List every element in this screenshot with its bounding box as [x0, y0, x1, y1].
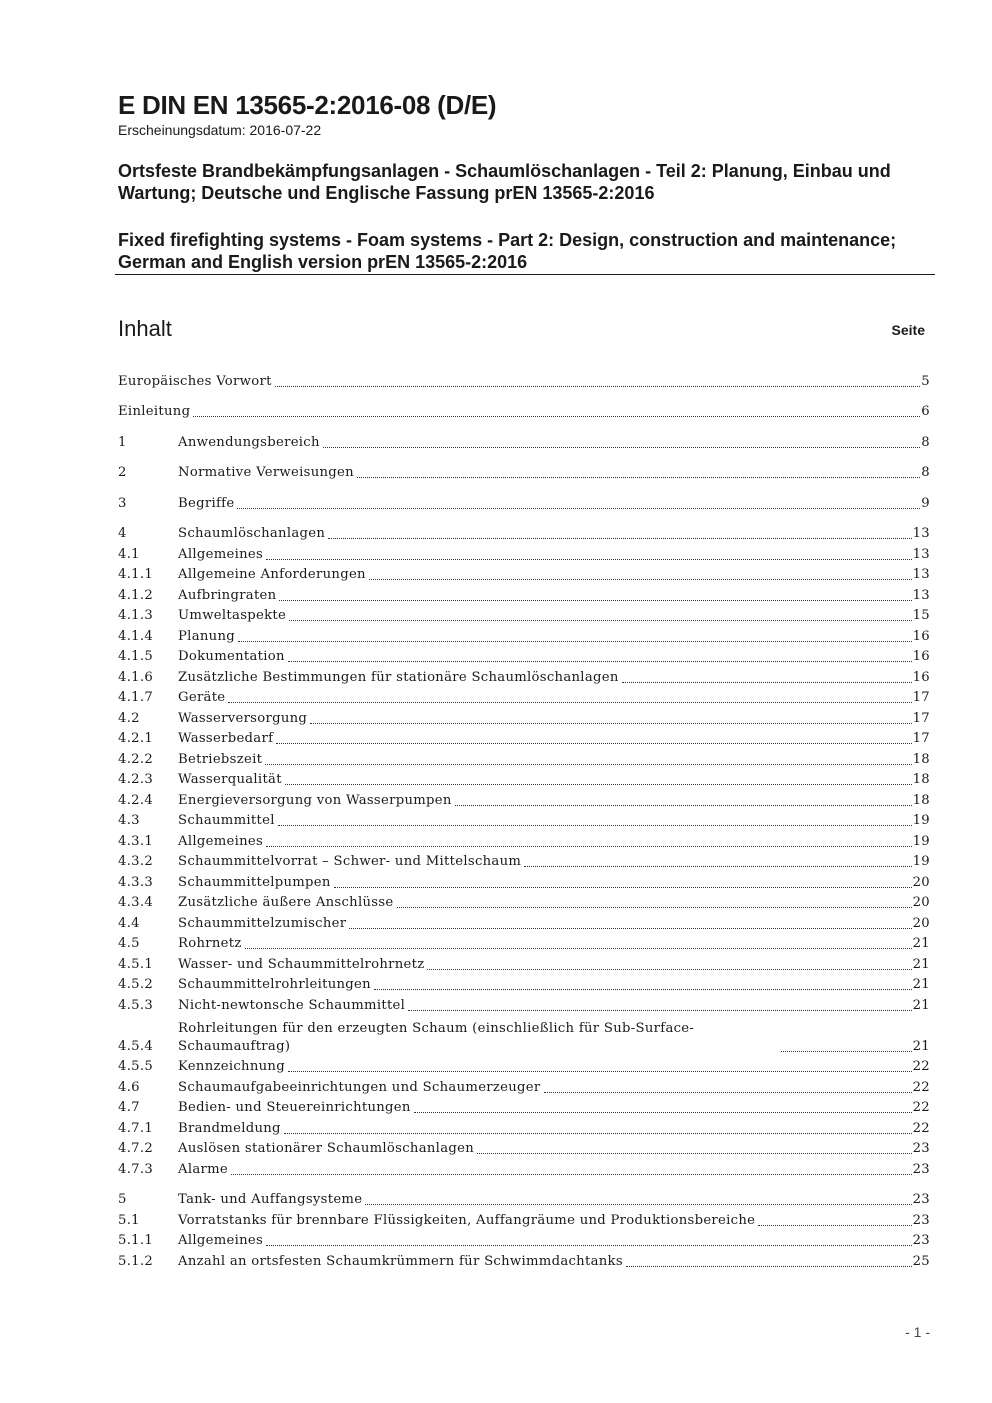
toc-entry-page: 22 — [912, 1100, 930, 1115]
toc-entry-label: Allgemeines — [178, 833, 264, 849]
toc-dot-leader — [334, 887, 912, 888]
toc-entry-page: 23 — [912, 1233, 930, 1248]
toc-dot-leader — [477, 1153, 912, 1154]
toc-entry-number: 4.1.7 — [118, 690, 154, 705]
toc-entry-number: 4.3.3 — [118, 874, 154, 890]
toc-entry-page: 21 — [912, 956, 930, 972]
toc-entry-label: Schaumaufgabeeinrichtungen und Schaumerzeuger — [178, 1079, 541, 1095]
toc-entry-page: 19 — [912, 813, 930, 828]
toc-entry-label-group — [178, 956, 913, 974]
toc-entry-number: 4.5.1 — [118, 956, 154, 972]
toc-entry-label: Schaummittelpumpen — [178, 874, 331, 890]
toc-entry-number: 4.6 — [118, 1079, 140, 1095]
toc-entry-label: Nicht-newtonsche Schaummittel — [178, 997, 406, 1013]
toc-entry-label-group — [178, 771, 913, 789]
toc-entry-page: 18 — [912, 751, 930, 767]
toc-dot-leader — [279, 600, 911, 601]
toc-entry-page: 5 — [921, 373, 930, 389]
toc-entry-label-group — [178, 710, 913, 728]
toc-entry-label: Brandmeldung — [178, 1120, 281, 1136]
toc-dot-leader — [278, 825, 912, 826]
toc-entry-label: Einleitung — [118, 404, 191, 419]
toc-entry[interactable] — [118, 564, 930, 585]
toc-entry-number: 4 — [118, 526, 127, 541]
toc-entry[interactable] — [118, 851, 930, 872]
toc-entry[interactable] — [118, 974, 930, 995]
toc-entry-number: 4.1.6 — [118, 669, 154, 685]
toc-entry-number: 3 — [118, 495, 127, 511]
toc-entry-label: Wasserversorgung — [178, 710, 308, 726]
toc-entry-number: 4.1.3 — [118, 608, 154, 623]
toc-dot-leader — [266, 1245, 912, 1246]
toc-entry-page: 16 — [912, 628, 930, 644]
toc-entry-number: 4.5 — [118, 936, 140, 951]
toc-entry-page: 21 — [912, 997, 930, 1013]
toc-entry-label-group — [178, 607, 913, 625]
toc-entry-number: 4.1.5 — [118, 649, 154, 664]
toc-dot-leader — [758, 1225, 911, 1226]
toc-dot-leader — [228, 702, 911, 703]
toc-entry[interactable] — [118, 769, 930, 790]
toc-entry-page: 13 — [912, 587, 930, 603]
toc-entry-number: 4.2 — [118, 710, 140, 726]
toc-dot-leader — [310, 723, 911, 724]
toc-entry-page: 9 — [921, 495, 930, 511]
toc-entry-label: Geräte — [178, 690, 226, 705]
toc-entry-label: Schaummittel — [178, 813, 275, 828]
toc-entry-label-group — [178, 935, 913, 953]
toc-entry-number: 4.5.3 — [118, 997, 154, 1013]
toc-entry-page: 22 — [912, 1079, 930, 1095]
toc-entry-label: Normative Verweisungen — [178, 465, 354, 480]
toc-entry-page: 8 — [921, 465, 930, 480]
toc-dot-leader — [288, 1071, 912, 1072]
toc-dot-leader — [408, 1010, 911, 1011]
toc-entry-page: 17 — [912, 710, 930, 726]
toc-entry-label-group — [178, 976, 913, 994]
toc-entry[interactable] — [118, 1056, 930, 1077]
toc-entry-label: Europäisches Vorwort — [118, 373, 272, 389]
toc-entry-label-group — [178, 464, 921, 482]
toc-entry-label-group — [178, 648, 913, 666]
toc-entry-label: Schaumlöschanlagen — [178, 526, 326, 541]
toc-entry-page: 15 — [912, 608, 930, 623]
toc-entry-label: Umweltaspekte — [178, 608, 287, 623]
toc-entry-label-group — [178, 1020, 913, 1056]
toc-dot-leader — [237, 508, 920, 509]
toc-entry-label: Tank- und Auffangsysteme — [178, 1192, 363, 1207]
toc-entry-label: Bedien- und Steuereinrichtungen — [178, 1100, 411, 1115]
toc-dot-leader — [414, 1112, 912, 1113]
toc-entry[interactable] — [118, 605, 930, 626]
toc-entry-label: Auslösen stationärer Schaumlöschanlagen — [178, 1141, 474, 1156]
toc-entry-number: 5.1.2 — [118, 1253, 154, 1269]
toc-entry-number: 1 — [118, 434, 127, 450]
toc-entry-number: 4.1.4 — [118, 628, 154, 644]
toc-entry-label-group — [178, 915, 913, 933]
toc-entry-label-group — [178, 874, 913, 892]
toc-entry[interactable] — [118, 1158, 930, 1179]
toc-entry-label: Rohrnetz — [178, 936, 242, 951]
toc-entry-label: Zusätzliche äußere Anschlüsse — [178, 895, 394, 910]
subtitle-german: Ortsfeste Brandbekämpfungsanlagen - Schaumlöschanlagen - Teil 2: Planung, Einbau und Wartung; Deutsche und Englische Fassung prEN 13565-2:2016 — [118, 161, 891, 203]
toc-dot-leader — [266, 559, 912, 560]
toc-dot-leader — [231, 1174, 912, 1175]
table-of-contents — [118, 370, 930, 1271]
toc-entry-label: Begriffe — [178, 495, 235, 511]
toc-entry-label-group — [178, 1079, 913, 1097]
toc-entry-label-group — [178, 1099, 913, 1117]
toc-dot-leader — [369, 579, 912, 580]
toc-dot-leader — [275, 386, 921, 387]
toc-entry-page: 21 — [912, 977, 930, 992]
toc-dot-leader — [245, 948, 912, 949]
toc-entry-label: Allgemeine Anforderungen — [178, 567, 366, 582]
toc-dot-leader — [622, 682, 912, 683]
toc-entry-label-group — [118, 403, 921, 421]
toc-entry-page: 20 — [912, 915, 930, 931]
toc-entry[interactable] — [118, 953, 930, 974]
toc-entry-label-group — [178, 1140, 913, 1158]
toc-dot-leader — [238, 641, 912, 642]
toc-heading: Inhalt — [118, 316, 172, 341]
toc-entry-page: 21 — [912, 1038, 930, 1054]
toc-entry[interactable] — [118, 748, 930, 769]
toc-entry-label: Wasser- und Schaummittelrohrnetz — [178, 956, 425, 972]
toc-entry-label-group — [178, 546, 913, 564]
toc-entry[interactable] — [118, 810, 930, 831]
toc-entry[interactable] — [118, 1189, 930, 1210]
toc-entry[interactable] — [118, 1097, 930, 1118]
toc-entry-number: 4.1 — [118, 546, 140, 562]
toc-entry-number: 4.2.1 — [118, 731, 154, 746]
toc-entry[interactable] — [118, 871, 930, 892]
toc-entry[interactable] — [118, 543, 930, 564]
toc-entry[interactable] — [118, 431, 930, 452]
toc-entry-label: Anzahl an ortsfesten Schaumkrümmern für Schwimmdachtanks — [178, 1253, 623, 1269]
toc-entry[interactable] — [118, 687, 930, 708]
toc-entry[interactable] — [118, 523, 930, 544]
toc-entry-number: 4.4 — [118, 915, 140, 931]
toc-entry[interactable] — [118, 646, 930, 667]
toc-entry-number: 4.1.1 — [118, 567, 154, 582]
toc-page-column-label: Seite — [891, 322, 925, 338]
toc-entry-number: 4.3.2 — [118, 854, 154, 869]
toc-entry-label: Anwendungsbereich — [178, 434, 320, 450]
toc-entry[interactable] — [118, 625, 930, 646]
publication-date: Erscheinungsdatum: 2016-07-22 — [118, 122, 322, 138]
toc-entry-label: Planung — [178, 628, 235, 644]
toc-entry[interactable] — [118, 462, 930, 483]
toc-entry-label-group — [178, 1120, 913, 1138]
toc-dot-leader — [266, 846, 912, 847]
toc-entry-page: 13 — [912, 567, 930, 582]
toc-dot-leader — [524, 866, 911, 867]
toc-dot-leader — [289, 620, 912, 621]
toc-entry-label-group — [178, 1253, 913, 1271]
toc-entry[interactable] — [118, 994, 930, 1015]
toc-entry-number: 5.1.1 — [118, 1233, 154, 1248]
toc-entry[interactable] — [118, 584, 930, 605]
toc-entry-label: Schaummittelrohrleitungen — [178, 977, 371, 992]
toc-entry-number: 4.2.3 — [118, 772, 154, 787]
toc-entry[interactable] — [118, 1015, 930, 1056]
toc-entry-label-group — [178, 792, 913, 810]
toc-entry-number: 4.5.5 — [118, 1059, 154, 1074]
toc-entry-number: 5.1 — [118, 1212, 140, 1228]
toc-entry[interactable] — [118, 1076, 930, 1097]
toc-dot-leader — [284, 1133, 912, 1134]
toc-dot-leader — [397, 907, 912, 908]
page-number: - 1 - — [905, 1324, 930, 1340]
toc-dot-leader — [265, 764, 911, 765]
toc-entry-page: 22 — [912, 1059, 930, 1074]
toc-dot-leader — [276, 743, 911, 744]
toc-dot-leader — [285, 784, 912, 785]
toc-entry[interactable] — [118, 1230, 930, 1251]
toc-dot-leader — [323, 447, 921, 448]
toc-entry-label-group — [178, 1161, 913, 1179]
toc-entry-label-group — [178, 434, 921, 452]
toc-dot-leader — [288, 661, 912, 662]
toc-dot-leader — [365, 1204, 911, 1205]
toc-dot-leader — [544, 1092, 912, 1093]
toc-entry-label-group — [178, 853, 913, 871]
toc-entry-label-group — [178, 495, 921, 513]
toc-entry-page: 13 — [912, 526, 930, 541]
toc-entry-label: Rohrleitungen für den erzeugten Schaum (einschließlich für Sub-Surface-Schaumauftrag) — [178, 1020, 695, 1054]
toc-entry-number: 4.7.1 — [118, 1120, 154, 1136]
toc-dot-leader — [374, 989, 912, 990]
toc-entry-page: 18 — [912, 772, 930, 787]
toc-entry-page: 16 — [912, 649, 930, 664]
toc-entry-number: 4.7.2 — [118, 1141, 154, 1156]
document-title: E DIN EN 13565-2:2016-08 (D/E) — [118, 90, 497, 120]
toc-entry-page: 19 — [912, 854, 930, 869]
toc-entry-label-group — [178, 751, 913, 769]
toc-dot-leader — [349, 928, 911, 929]
toc-entry-label-group — [178, 1232, 913, 1250]
toc-entry-label-group — [178, 833, 913, 851]
toc-entry-page: 19 — [912, 833, 930, 849]
toc-entry-page: 13 — [912, 546, 930, 562]
toc-entry-label-group — [178, 1191, 913, 1209]
toc-dot-leader — [193, 416, 920, 417]
toc-entry-label: Vorratstanks für brennbare Flüssigkeiten, Auffangräume und Produktionsbereiche — [178, 1212, 756, 1228]
toc-entry-label-group — [178, 997, 913, 1015]
toc-dot-leader — [455, 805, 912, 806]
toc-entry-label-group — [178, 566, 913, 584]
toc-entry-label-group — [178, 525, 913, 543]
toc-entry-number: 4.3.4 — [118, 895, 154, 910]
toc-entry-number: 4.3.1 — [118, 833, 154, 849]
toc-dot-leader — [357, 477, 920, 478]
toc-entry-number: 4.2.4 — [118, 792, 154, 808]
toc-entry-label-group — [178, 1212, 913, 1230]
toc-entry-label: Schaummittelzumischer — [178, 915, 347, 931]
toc-entry[interactable] — [118, 1209, 930, 1230]
toc-entry-label: Energieversorgung von Wasserpumpen — [178, 792, 452, 808]
toc-entry-page: 6 — [921, 404, 930, 419]
toc-entry-label-group — [178, 669, 913, 687]
toc-entry[interactable] — [118, 728, 930, 749]
toc-entry-label-group — [178, 689, 913, 707]
toc-entry[interactable] — [118, 492, 930, 513]
toc-entry-page: 18 — [912, 792, 930, 808]
toc-entry-label-group — [178, 894, 913, 912]
toc-entry[interactable] — [118, 1138, 930, 1159]
toc-entry-label-group — [118, 373, 921, 391]
toc-entry-page: 23 — [912, 1192, 930, 1207]
toc-entry[interactable] — [118, 892, 930, 913]
toc-entry-page: 20 — [912, 895, 930, 910]
toc-entry-number: 4.5.4 — [118, 1038, 154, 1054]
toc-entry-number: 4.7.3 — [118, 1161, 154, 1177]
toc-entry[interactable] — [118, 666, 930, 687]
toc-entry-label: Kennzeichnung — [178, 1059, 285, 1074]
toc-entry-label: Allgemeines — [178, 1233, 264, 1248]
toc-entry-label: Wasserbedarf — [178, 731, 274, 746]
toc-entry-page: 8 — [921, 434, 930, 450]
toc-entry-number: 2 — [118, 465, 127, 480]
toc-entry-page: 17 — [912, 690, 930, 705]
toc-entry[interactable] — [118, 830, 930, 851]
toc-entry-label: Aufbringraten — [178, 587, 277, 603]
toc-entry[interactable] — [118, 789, 930, 810]
toc-entry-number: 4.5.2 — [118, 977, 154, 992]
toc-entry[interactable] — [118, 401, 930, 422]
toc-entry-page: 23 — [912, 1141, 930, 1156]
toc-entry-number: 4.1.2 — [118, 587, 154, 603]
toc-entry-label: Wasserqualität — [178, 772, 282, 787]
toc-dot-leader — [427, 969, 911, 970]
header-divider — [115, 274, 935, 275]
toc-entry-page: 23 — [912, 1212, 930, 1228]
toc-entry-page: 20 — [912, 874, 930, 890]
subtitle-english: Fixed firefighting systems - Foam systems - Part 2: Design, construction and maintenance; German and English version prEN 13565-2:2016 — [118, 230, 897, 272]
toc-entry-page: 21 — [912, 936, 930, 951]
toc-entry-label-group — [178, 1058, 913, 1076]
toc-entry[interactable] — [118, 933, 930, 954]
toc-dot-leader — [781, 1051, 912, 1052]
toc-entry-number: 4.3 — [118, 813, 140, 828]
toc-entry[interactable] — [118, 1250, 930, 1271]
toc-entry-label: Schaummittelvorrat – Schwer- und Mittelschaum — [178, 854, 522, 869]
toc-dot-leader — [328, 538, 911, 539]
toc-entry-number: 5 — [118, 1192, 127, 1207]
toc-entry-label: Alarme — [178, 1161, 229, 1177]
toc-entry[interactable] — [118, 707, 930, 728]
toc-entry-label: Dokumentation — [178, 649, 285, 664]
toc-entry-label: Betriebszeit — [178, 751, 263, 767]
toc-entry-label: Zusätzliche Bestimmungen für stationäre Schaumlöschanlagen — [178, 669, 619, 685]
toc-entry[interactable] — [118, 370, 930, 391]
toc-entry-label-group — [178, 730, 913, 748]
toc-entry-label: Allgemeines — [178, 546, 264, 562]
toc-entry-label-group — [178, 587, 913, 605]
toc-entry[interactable] — [118, 912, 930, 933]
toc-entry-page: 17 — [912, 731, 930, 746]
toc-entry-label-group — [178, 628, 913, 646]
toc-entry[interactable] — [118, 1117, 930, 1138]
toc-entry-label-group — [178, 812, 913, 830]
toc-dot-leader — [626, 1266, 912, 1267]
toc-entry-page: 16 — [912, 669, 930, 685]
toc-entry-number: 4.7 — [118, 1100, 140, 1115]
toc-entry-number: 4.2.2 — [118, 751, 154, 767]
toc-entry-page: 23 — [912, 1161, 930, 1177]
toc-entry-page: 22 — [912, 1120, 930, 1136]
toc-entry-page: 25 — [912, 1253, 930, 1269]
